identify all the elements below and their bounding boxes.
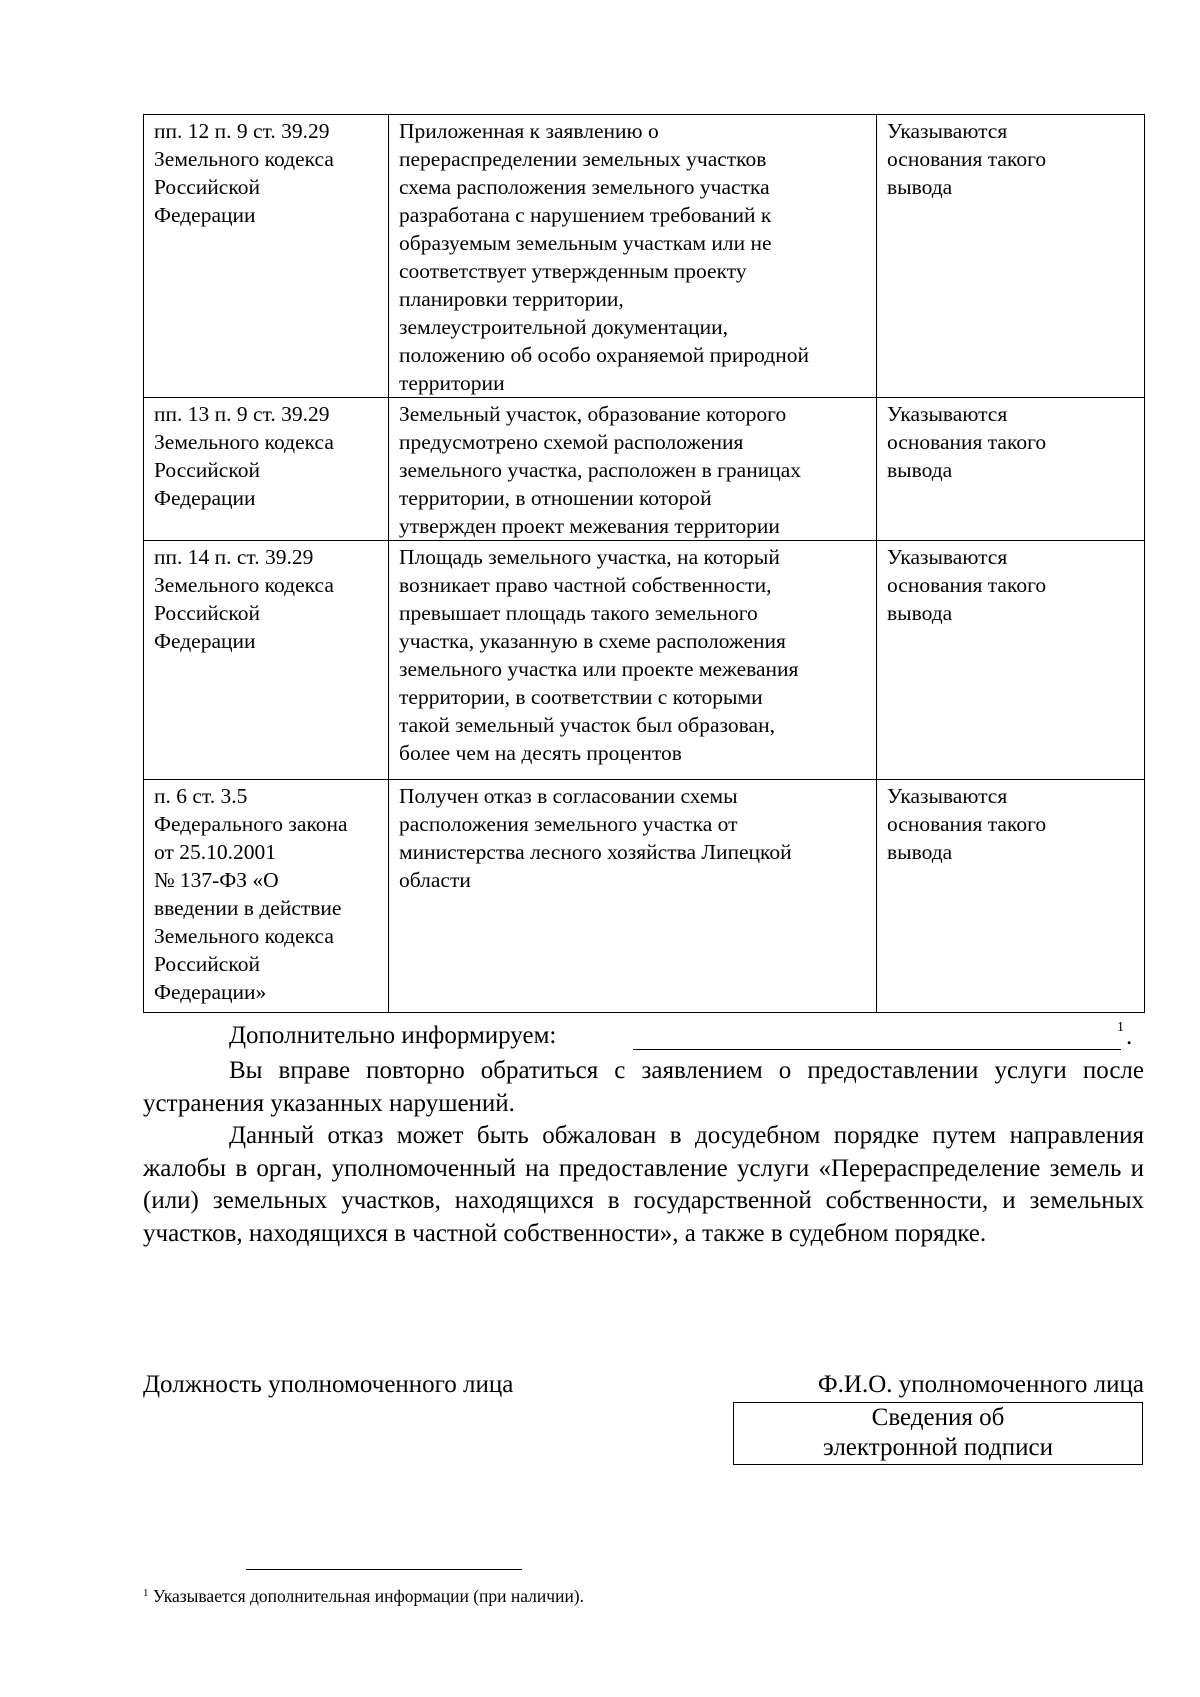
basis-cell: пп. 13 п. 9 ст. 39.29 Земельного кодекса Российской Федерации: [144, 398, 389, 541]
table-row: [144, 780, 1145, 1013]
basis-cell: пп. 14 п. ст. 39.29 Земельного кодекса Российской Федерации: [144, 541, 389, 780]
table-row: [144, 398, 1145, 541]
footnote: [143, 1582, 584, 1607]
table-row: [144, 115, 1145, 398]
signatory-name-label: Ф.И.О. уполномоченного лица: [817, 1371, 1144, 1398]
basis-cell: пп. 12 п. 9 ст. 39.29 Земельного кодекса Российской Федерации: [144, 115, 389, 398]
basis-cell: п. 6 ст. 3.5 Федерального закона от 25.10.2001 № 137-ФЗ «О введении в действие Земельного кодекса Российской Федерации»: [144, 780, 389, 1013]
reason-cell: Земельный участок, образование которого предусмотрено схемой расположения земельного участка, расположен в границах территории, в отношении которой утвержден проект межевания территории: [389, 398, 877, 541]
reason-cell: Приложенная к заявлению о перераспределении земельных участков схема расположения земельного участка разработана с нарушением требований к образуемым земельным участкам или не соответствует утвержденным проекту планировки территории, землеустроительной документации, положению об особо охраняемой природной территории: [389, 115, 877, 398]
explanation-cell: Указываются основания такого вывода: [877, 115, 1145, 398]
table-row: [144, 541, 1145, 780]
footnote-text: Указывается дополнительная информации (при наличии).: [148, 1586, 585, 1606]
footnote-reference-mark: 1: [1117, 1020, 1124, 1035]
additional-info-blank-line: [633, 1049, 1121, 1050]
signatory-position-label: Должность уполномоченного лица: [143, 1371, 514, 1398]
reason-cell: Площадь земельного участка, на который возникает право частной собственности, превышает площадь такого земельного участка, указанную в схеме расположения земельного участка или проекте межевания территории, в соответствии с которыми такой земельный участок был образован, более чем на десять процентов: [389, 541, 877, 780]
footnote-mark: 1: [143, 1587, 149, 1599]
explanation-cell: Указываются основания такого вывода: [877, 398, 1145, 541]
footnote-divider: [246, 1569, 522, 1570]
explanation-cell: Указываются основания такого вывода: [877, 780, 1145, 1013]
reason-cell: Получен отказ в согласовании схемы расположения земельного участка от министерства лесного хозяйства Липецкой области: [389, 780, 877, 1013]
additional-info-label: Дополнительно информируем:: [229, 1022, 557, 1049]
electronic-signature-box: Сведения об электронной подписи: [733, 1402, 1143, 1465]
grounds-table: [143, 114, 1145, 1013]
additional-info-period: .: [1126, 1023, 1133, 1050]
explanation-cell: Указываются основания такого вывода: [877, 541, 1145, 780]
resubmit-paragraph: Вы вправе повторно обратиться с заявлением о предоставлении услуги после устранения указанных нарушений.: [143, 1057, 1144, 1117]
appeal-paragraph: Данный отказ может быть обжалован в досудебном порядке путем направления жалобы в орган, уполномоченный на предоставление услуги «Перераспределение земель и (или) земельных участков, находящихся в государственной собственности, и земельных участков, находящихся в частной собственности», а также в судебном порядке.: [143, 1122, 1144, 1247]
